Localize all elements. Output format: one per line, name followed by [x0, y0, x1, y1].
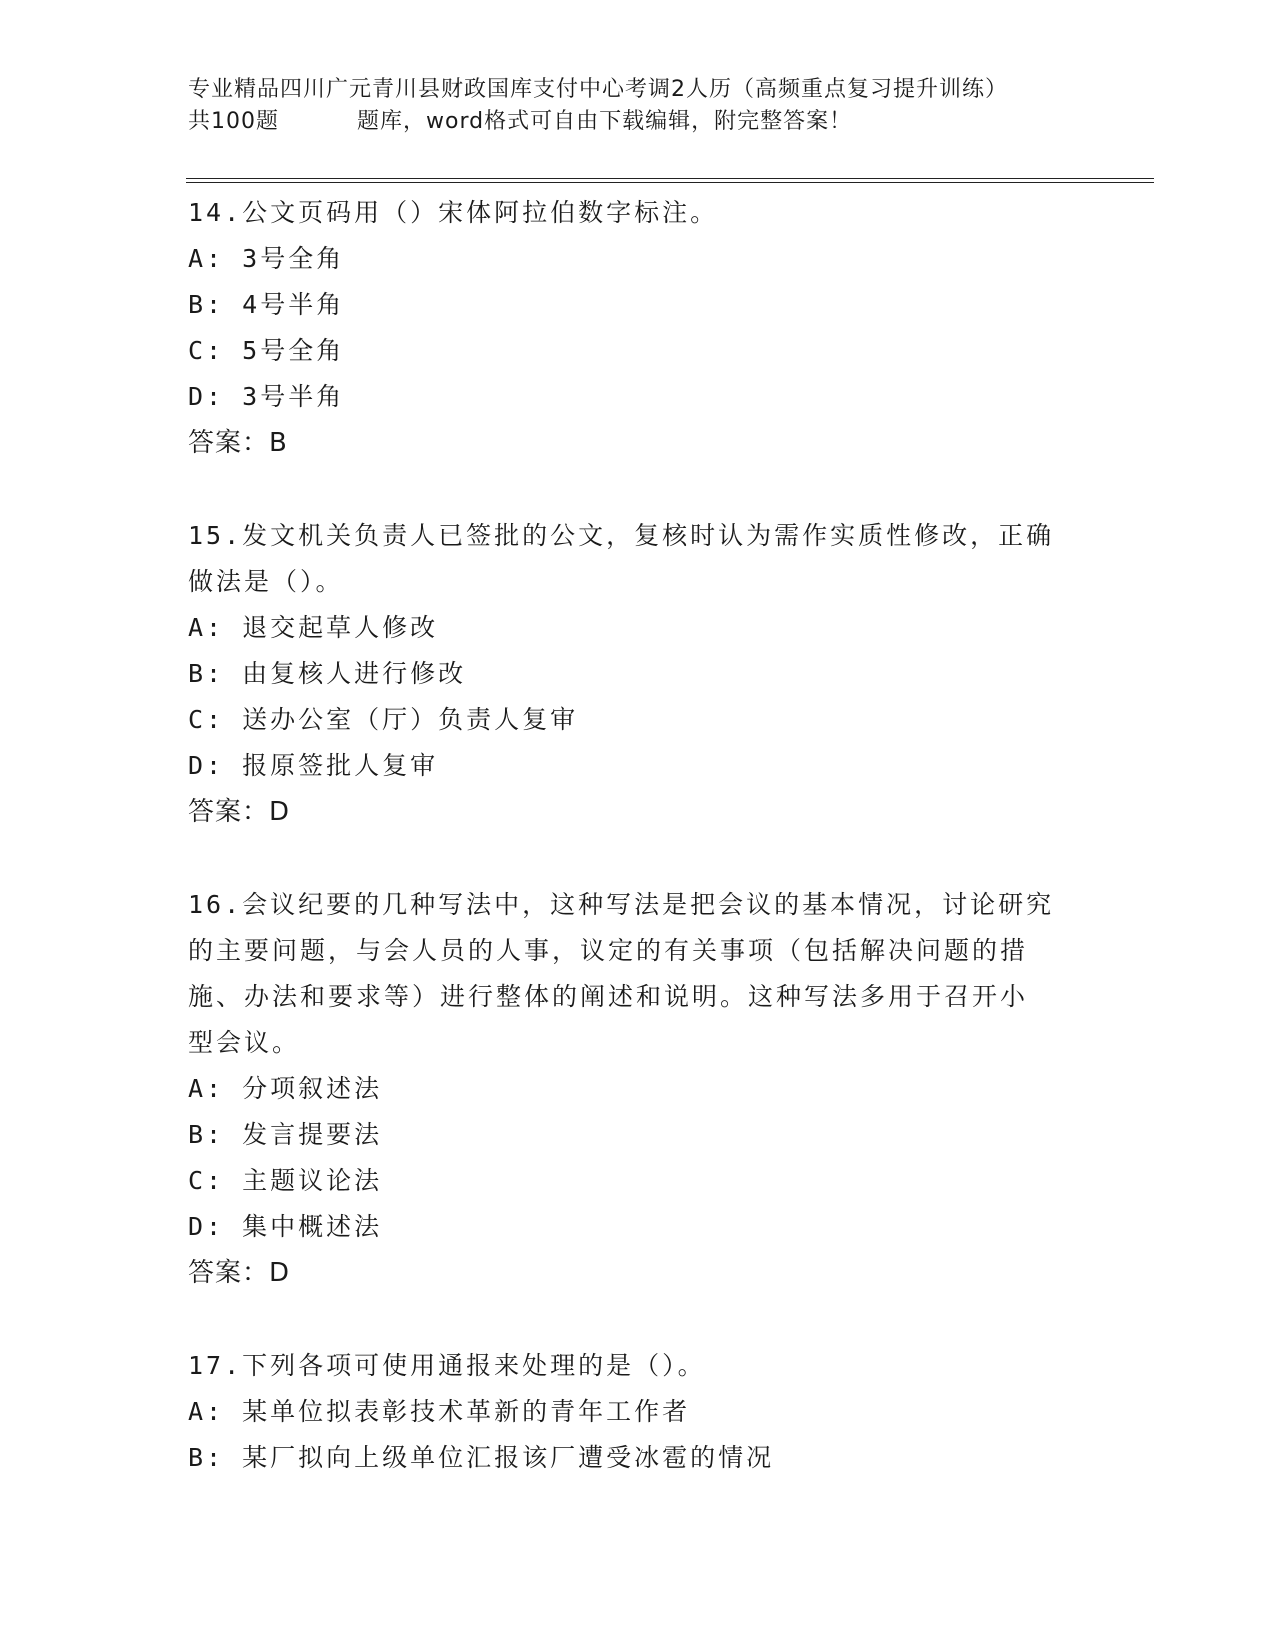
stem-line: 做法是（）。 [188, 567, 344, 596]
stem-line: 16.会议纪要的几种写法中，这种写法是把会议的基本情况，讨论研究 [188, 890, 1055, 919]
option-a: A: 退交起草人修改 [188, 613, 439, 642]
question-stem [188, 882, 1088, 1066]
option-a: A: 分项叙述法 [188, 1074, 383, 1103]
header-title: 专业精品四川广元青川县财政国库支付中心考调2人历（高频重点复习提升训练） [188, 77, 1008, 102]
option-d: D: 3号半角 [188, 382, 345, 411]
option-b: B: 4号半角 [188, 290, 345, 319]
stem-line: 15.发文机关负责人已签批的公文，复核时认为需作实质性修改，正确 [188, 521, 1055, 550]
header-note: 题库，word格式可自由下载编辑，附完整答案！ [357, 109, 853, 134]
question-15 [188, 513, 1088, 835]
option-a: A: 3号全角 [188, 244, 345, 273]
option-c: C: 主题议论法 [188, 1166, 383, 1195]
stem-line: 施、办法和要求等）进行整体的阐述和说明。这种写法多用于召开小 [188, 982, 1029, 1011]
document-header [188, 74, 1088, 138]
option-b: B: 某厂拟向上级单位汇报该厂遭受冰雹的情况 [188, 1443, 775, 1472]
question-stem [188, 513, 1088, 605]
stem-line: 的主要问题，与会人员的人事，议定的有关事项（包括解决问题的措 [188, 936, 1029, 965]
header-divider [186, 178, 1154, 179]
option-b: B: 发言提要法 [188, 1120, 383, 1149]
question-list [188, 190, 1088, 1528]
option-c: C: 送办公室（厅）负责人复审 [188, 705, 579, 734]
option-d: D: 集中概述法 [188, 1212, 383, 1241]
question-17 [188, 1343, 1088, 1481]
option-c: C: 5号全角 [188, 336, 345, 365]
question-14 [188, 190, 1088, 466]
answer: 答案：B [188, 428, 288, 458]
header-divider-double [186, 182, 1154, 183]
option-b: B: 由复核人进行修改 [188, 659, 467, 688]
stem-line: 14.公文页码用（）宋体阿拉伯数字标注。 [188, 198, 719, 227]
header-count: 共100题 [188, 109, 279, 134]
header-subtitle [188, 106, 1088, 138]
stem-line: 型会议。 [188, 1028, 301, 1057]
question-stem [188, 190, 1088, 236]
answer: 答案：D [188, 797, 291, 827]
answer: 答案：D [188, 1258, 291, 1288]
question-stem [188, 1343, 1088, 1389]
question-16 [188, 882, 1088, 1296]
option-d: D: 报原签批人复审 [188, 751, 439, 780]
option-a: A: 某单位拟表彰技术革新的青年工作者 [188, 1397, 691, 1426]
stem-line: 17.下列各项可使用通报来处理的是（）。 [188, 1351, 706, 1380]
